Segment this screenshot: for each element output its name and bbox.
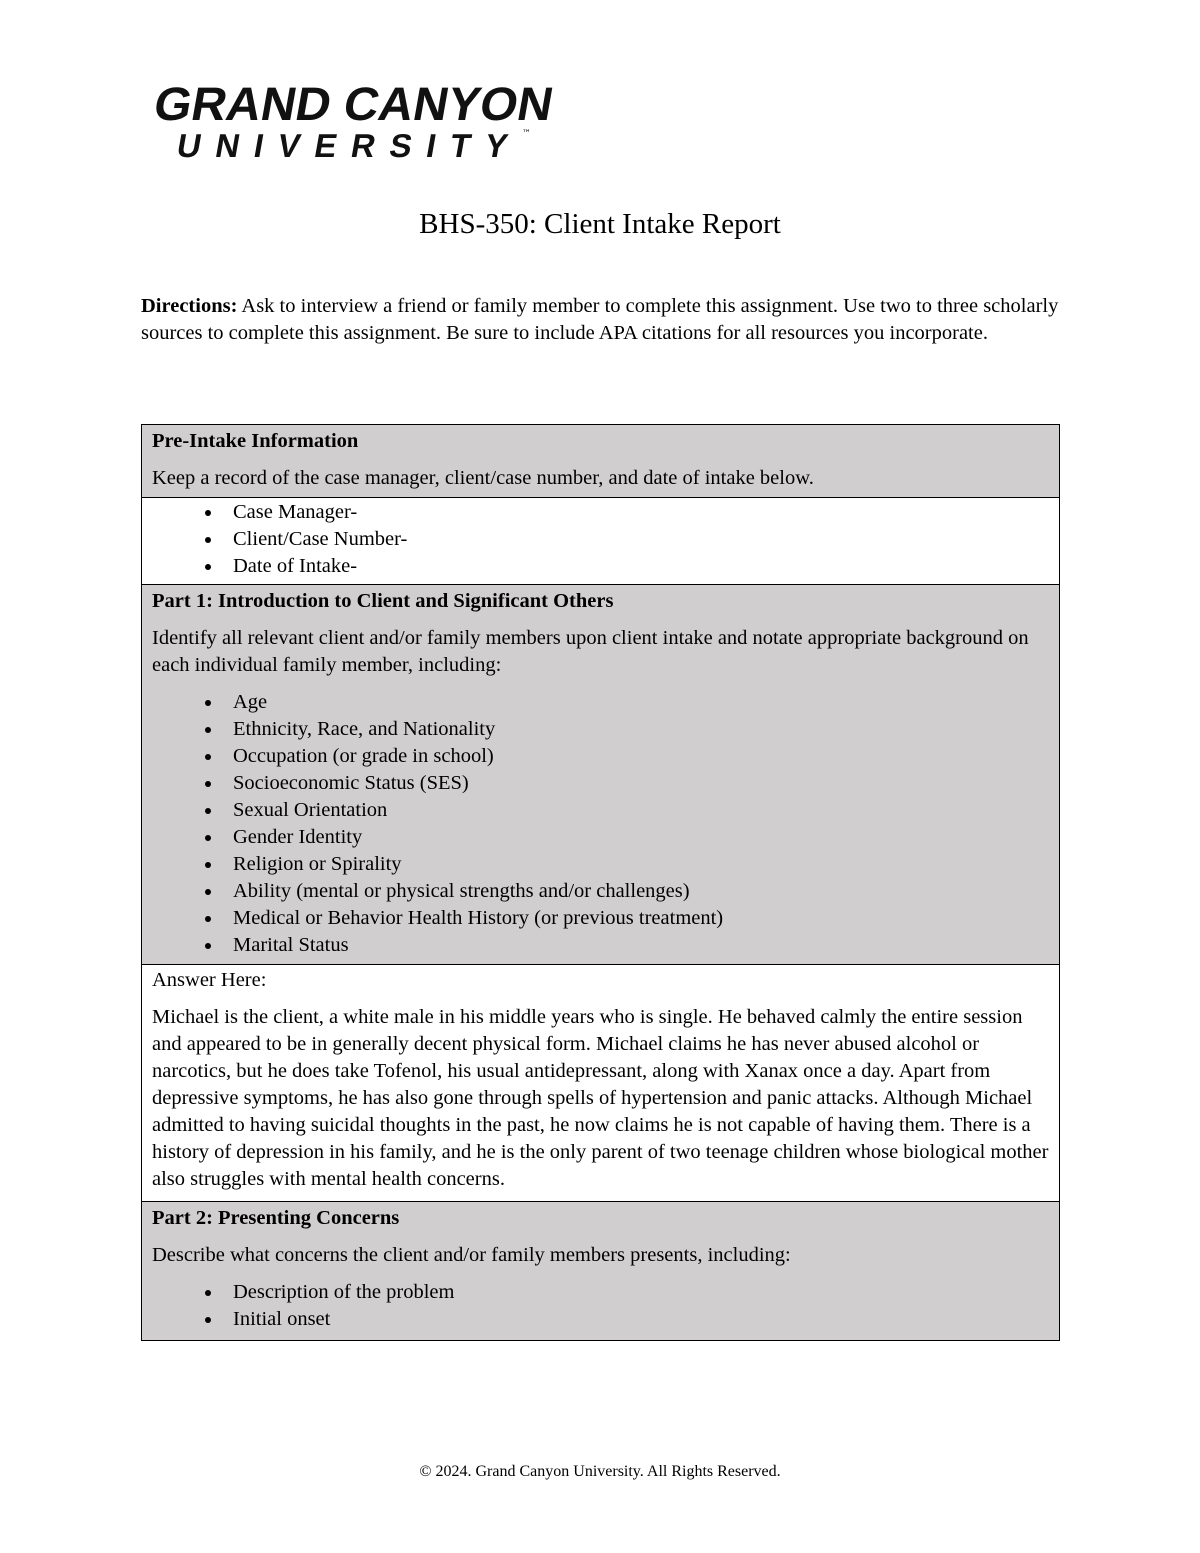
- list-item: • Ethnicity, Race, and Nationality: [223, 716, 1049, 743]
- page-title: BHS-350: Client Intake Report: [419, 208, 781, 240]
- part1-answer-text[interactable]: Michael is the client, a white male in his middle years who is single. He behaved calmly the entire session and appeared to be in generally decent physical form. Michael claims he has never abused alcohol or narcotics, but he does take Tofenol, his usual antidepressant, along with Xanax once a day. Apart from depressive symptoms, he has also gone through spells of hypertension and panic attacks. Although Michael admitted to having suicidal thoughts in the past, he now claims he is not capable of having them. There is a history of depression in his family, and he is the only parent of two teenage children whose biological mother also struggles with mental health concerns.: [152, 1006, 1049, 1190]
- university-logo: [148, 74, 558, 166]
- date-of-intake-field[interactable]: • Date of Intake-: [223, 553, 1049, 580]
- part1-instruction: Identify all relevant client and/or family members upon client intake and notate appropriate background on each individual family member, including:: [152, 627, 1029, 676]
- directions-label: Directions:: [141, 295, 238, 317]
- part2-heading: Part 2: Presenting Concerns: [152, 1207, 400, 1229]
- directions-paragraph: [141, 293, 1061, 347]
- list-item: • Initial onset: [223, 1306, 1049, 1333]
- copyright-footer: © 2024. Grand Canyon University. All Rights Reserved.: [419, 1463, 781, 1480]
- trademark-symbol: ™: [522, 129, 531, 139]
- list-item: • Socioeconomic Status (SES): [223, 770, 1049, 797]
- client-case-number-field[interactable]: • Client/Case Number-: [223, 526, 1049, 553]
- part1-answer-row: [142, 965, 1060, 1202]
- directions-text: Ask to interview a friend or family member to complete this assignment. Use two to three scholarly sources to complete this assignment. Be sure to include APA citations for all resources you incorporate.: [141, 295, 1059, 344]
- list-item: • Sexual Orientation: [223, 797, 1049, 824]
- pre-intake-fields-row: [142, 498, 1060, 585]
- list-item: • Occupation (or grade in school): [223, 743, 1049, 770]
- list-item: • Marital Status: [223, 932, 1049, 959]
- part1-heading: Part 1: Introduction to Client and Significant Others: [152, 590, 614, 612]
- part2-item-list: [152, 1279, 1049, 1333]
- list-item: • Age: [223, 689, 1049, 716]
- pre-intake-field-list: [152, 499, 1049, 580]
- pre-intake-heading: Pre-Intake Information: [152, 430, 359, 452]
- answer-label: Answer Here:: [152, 969, 267, 991]
- part2-instruction: Describe what concerns the client and/or family members presents, including:: [152, 1244, 791, 1266]
- list-item: • Religion or Spirality: [223, 851, 1049, 878]
- logo-line-2: UNIVERSITY: [173, 128, 511, 165]
- pre-intake-instruction: Keep a record of the case manager, client/case number, and date of intake below.: [152, 467, 814, 489]
- part1-item-list: [152, 689, 1049, 959]
- list-item: • Medical or Behavior Health History (or previous treatment): [223, 905, 1049, 932]
- intake-report-table: [141, 424, 1060, 1341]
- part1-header-row: [142, 585, 1060, 965]
- list-item: • Ability (mental or physical strengths and/or challenges): [223, 878, 1049, 905]
- part2-header-row: [142, 1202, 1060, 1341]
- case-manager-field[interactable]: • Case Manager-: [223, 499, 1049, 526]
- pre-intake-header-row: [142, 425, 1060, 498]
- logo-line-1: GRAND CANYON: [149, 78, 549, 131]
- list-item: • Description of the problem: [223, 1279, 1049, 1306]
- list-item: • Gender Identity: [223, 824, 1049, 851]
